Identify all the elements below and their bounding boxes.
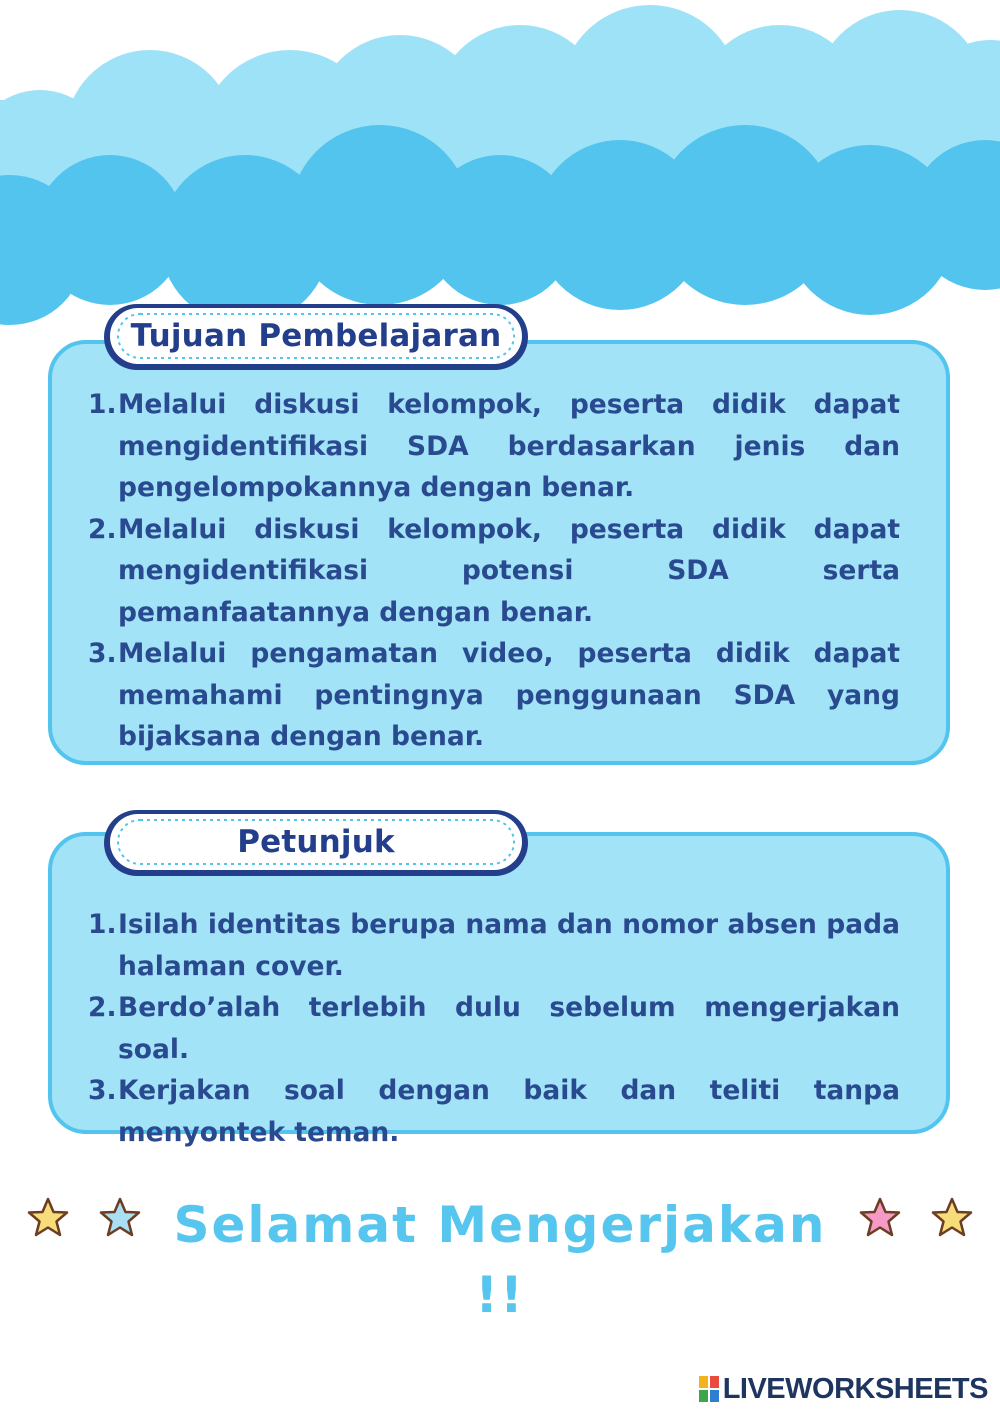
list-item <box>88 509 900 634</box>
list-item <box>88 987 900 1070</box>
item-number: 2. <box>88 992 117 1023</box>
item-number: 3. <box>88 638 117 669</box>
item-text: Kerjakan soal dengan baik dan teliti tanpa menyontek teman. <box>118 1075 900 1148</box>
star-yellow-right-icon <box>930 1196 974 1240</box>
brand-name: LIVEWORKSHEETS <box>722 1372 988 1405</box>
closing-message: Selamat Mengerjakan !! <box>173 1196 827 1324</box>
instructions-heading: Petunjuk <box>237 824 395 860</box>
item-text: Melalui diskusi kelompok, peserta didik dapat mengidentifikasi SDA berdasarkan jenis dan pengelompokannya dengan benar. <box>118 389 900 503</box>
closing-banner <box>0 1190 1000 1324</box>
item-text: Melalui pengamatan video, peserta didik dapat memahami pentingnya penggunaan SDA yang bijaksana dengan benar. <box>118 638 900 752</box>
instructions-heading-badge <box>100 802 532 882</box>
liveworksheets-brand <box>699 1372 988 1406</box>
item-number: 2. <box>88 513 117 545</box>
star-yellow-left-icon <box>26 1196 70 1240</box>
item-number: 3. <box>88 1075 117 1106</box>
star-pink-icon <box>858 1196 902 1240</box>
item-text: Berdo’alah terlebih dulu sebelum mengerjakan soal. <box>118 992 900 1065</box>
item-number: 1. <box>88 909 117 940</box>
item-number: 1. <box>88 389 117 420</box>
learning-goals-list <box>88 384 900 758</box>
learning-goals-heading-badge <box>100 296 532 376</box>
item-text: Melalui diskusi kelompok, peserta didik dapat mengidentifikasi potensi SDA serta pemanfaatannya dengan benar. <box>118 513 900 628</box>
liveworksheets-logo-icon <box>699 1376 719 1402</box>
list-item <box>88 384 900 509</box>
learning-goals-heading: Tujuan Pembelajaran <box>130 318 502 354</box>
instructions-list <box>88 904 900 1153</box>
list-item <box>88 1070 900 1153</box>
list-item <box>88 633 900 758</box>
star-blue-icon <box>98 1196 142 1240</box>
item-text: Isilah identitas berupa nama dan nomor absen pada halaman cover. <box>118 909 900 982</box>
list-item <box>88 904 900 987</box>
cloud-banner <box>0 0 1000 340</box>
